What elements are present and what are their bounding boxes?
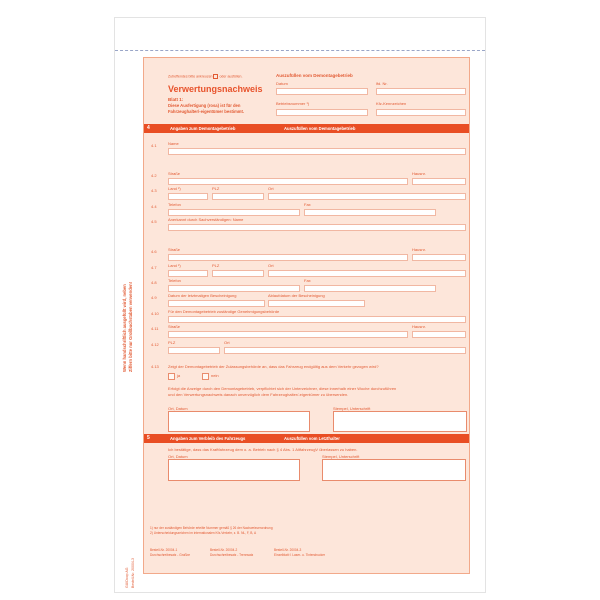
name-field[interactable]: [168, 148, 466, 155]
row-4-2-num: 4.2: [151, 173, 157, 178]
sv-fax-field[interactable]: [304, 285, 436, 292]
row-4-2-hausnr: Hausnr.: [412, 171, 426, 176]
section-5-subtitle: Auszufüllen vom Letzthalter: [284, 436, 340, 441]
beh-hausnr-field[interactable]: [412, 331, 466, 338]
row-4-5-num: 4.5: [151, 219, 157, 224]
row-4-7-land: Land ²): [168, 263, 181, 268]
row-4-11-hausnr: Hausnr.: [412, 324, 426, 329]
row-4-2-label: Straße: [168, 171, 181, 176]
kfz-label: Kfz-Kennzeichen: [376, 101, 407, 106]
hint-zutreffendes: Zutreffendes bitte ankreuzen oder ausfüllen.: [168, 74, 243, 79]
section-5-number: 5: [147, 435, 150, 441]
stempel-box[interactable]: [333, 411, 467, 432]
row-4-6-label: Straße: [168, 247, 181, 252]
datum-label: Datum: [276, 81, 288, 86]
betriebsnummer-field[interactable]: [276, 109, 368, 116]
row-4-1-num: 4.1: [151, 143, 157, 148]
row-4-11-num: 4.11: [151, 326, 159, 331]
betriebsnummer-label: Betriebsnummer ¹): [276, 101, 310, 106]
ort-datum-label: Ort, Datum: [168, 406, 188, 411]
row-4-12-ort: Ort: [224, 340, 230, 345]
blatt-desc-2: Fahrzeughalter/-eigentümer bestimmt.: [168, 109, 245, 114]
row-4-7-ort: Ort: [268, 263, 274, 268]
checkbox-icon: [213, 74, 218, 79]
form-body: [143, 57, 470, 574]
para-1: Erfolgt die Anzeige durch den Demontagebetrieb, verpflichtet sich der Unterzeichner, diese innerhalb einer Woche durchzuführen: [168, 386, 397, 391]
section-4-number: 4: [147, 125, 150, 131]
stempel-label: Stempel, Unterschrift: [333, 406, 371, 411]
ort-field[interactable]: [268, 193, 466, 200]
strasse-field[interactable]: [168, 178, 408, 185]
datum-field[interactable]: [276, 88, 368, 95]
s5-ort-datum-label: Ort, Datum: [168, 454, 188, 459]
side-warning-2: Ziffern bitte nur Großbuchstaben verwenden!: [128, 281, 133, 372]
sv-ort-field[interactable]: [268, 270, 466, 277]
hausnr-field[interactable]: [412, 178, 466, 185]
row-4-6-num: 4.6: [151, 249, 157, 254]
row-4-3-ort: Ort: [268, 186, 274, 191]
plz-field[interactable]: [212, 193, 264, 200]
ja-label: ja: [177, 373, 181, 378]
row-4-13-question: Zeigt der Demontagebetrieb der Zulassungsbehörde an, dass das Fahrzeug endgültig aus dem Verkehr gezogen wird?: [168, 364, 379, 369]
row-4-9-num: 4.9: [151, 295, 157, 300]
s5-stempel-box[interactable]: [322, 459, 466, 481]
vendor-order: Bestell-Nr. 20004-3: [131, 558, 135, 588]
row-4-7-plz: PLZ: [212, 263, 220, 268]
perforation-line: [115, 50, 485, 51]
row-4-13-num: 4.13: [151, 364, 159, 369]
section-4-subtitle: Auszufüllen vom Demontagebetrieb: [284, 126, 356, 131]
beh-strasse-field[interactable]: [168, 331, 408, 338]
auszufuellen-demontage: Auszufüllen vom Demontagebetrieb: [276, 73, 353, 78]
para-2: und den Verwertungsnachweis danach unverzüglich dem Fahrzeughalter/-eigentümer zu übersenden.: [168, 392, 349, 397]
blatt-label: Blatt 1:: [168, 97, 184, 102]
section-4-header: [144, 124, 469, 133]
row-4-4-telefon: Telefon: [168, 202, 181, 207]
main-title: Verwertungsnachweis: [168, 84, 263, 94]
row-4-8-num: 4.8: [151, 280, 157, 285]
section-4-title: Angaben zum Demontagebetrieb: [170, 126, 236, 131]
row-4-10-label: Für den Demontagebetrieb zuständige Genehmigungsbehörde: [168, 309, 280, 314]
bescheinigung-datum-field[interactable]: [168, 300, 265, 307]
row-4-7-num: 4.7: [151, 265, 157, 270]
bestell-1b: Durchschreibesatz - Großbe: [150, 553, 191, 557]
row-4-4-fax: Fax: [304, 202, 311, 207]
ablaufdatum-field[interactable]: [268, 300, 365, 307]
ja-checkbox[interactable]: [168, 373, 175, 380]
blatt-desc-1: Diese Ausfertigung (rosa) ist für den: [168, 103, 241, 108]
sv-strasse-field[interactable]: [168, 254, 408, 261]
sv-plz-field[interactable]: [212, 270, 264, 277]
s5-ort-datum-box[interactable]: [168, 459, 300, 481]
bestell-2a: Bestell-Nr. 20004-2: [210, 548, 238, 552]
row-4-12-plz: PLZ: [168, 340, 176, 345]
behoerde-field[interactable]: [168, 316, 466, 323]
land-field[interactable]: [168, 193, 208, 200]
section-5-confirm: Ich bestätige, dass das Kraftfahrzeug dem o. a. Betrieb nach § 4 Abs. 1 AltfahrzeugV überlassen zu haben.: [168, 447, 358, 452]
row-4-9-label2: Ablaufdatum der Bescheinigung: [268, 293, 325, 298]
row-4-1-label: Name: [168, 141, 179, 146]
sv-land-field[interactable]: [168, 270, 208, 277]
nein-label: nein: [211, 373, 219, 378]
section-5-header: [144, 434, 469, 443]
bestell-1a: Bestell-Nr. 20004-1: [150, 548, 178, 552]
s5-stempel-label: Stempel, Unterschrift: [322, 454, 360, 459]
footnote-1: 1) nur der zuständigen Behörde erteilte Nummer gemäß § 26 der Nachweisverordnung: [150, 526, 273, 530]
telefon-field[interactable]: [168, 209, 300, 216]
row-4-8-fax: Fax: [304, 278, 311, 283]
section-5-title: Angaben zum Verbleib des Fahrzeugs: [170, 436, 246, 441]
row-4-5-label: Anerkannt durch Sachverständigen: Name: [168, 217, 244, 222]
row-4-8-telefon: Telefon: [168, 278, 181, 283]
bestell-3a: Bestell-Nr. 20004-3: [274, 548, 302, 552]
row-4-10-num: 4.10: [151, 311, 159, 316]
side-warning-1: Wenn handschriftlich ausgefüllt wird, neben: [122, 284, 127, 372]
beh-ort-field[interactable]: [224, 347, 466, 354]
footnote-2: 2) Unterscheidungszeichen im internationalen Kfz-Verkehr, z. B. NL, F, B, A: [150, 531, 257, 535]
lfd-nr-label: lfd. Nr.: [376, 81, 388, 86]
sachverstaendiger-field[interactable]: [168, 224, 466, 231]
row-4-11-label: Straße: [168, 324, 181, 329]
row-4-3-land: Land ²): [168, 186, 181, 191]
kfz-field[interactable]: [376, 109, 466, 116]
lfd-nr-field[interactable]: [376, 88, 466, 95]
beh-plz-field[interactable]: [168, 347, 220, 354]
bestell-2b: Durchschreibesatz - Trennsatz: [210, 553, 254, 557]
row-4-4-num: 4.4: [151, 204, 157, 209]
ort-datum-box[interactable]: [168, 411, 310, 432]
bestell-3b: Einzelblatt f. Laser- u. Tintendrucker: [274, 553, 326, 557]
vendor-name: GUIDoop AG: [125, 567, 129, 588]
row-4-3-plz: PLZ: [212, 186, 220, 191]
sv-telefon-field[interactable]: [168, 285, 300, 292]
row-4-12-num: 4.12: [151, 342, 159, 347]
row-4-6-hausnr: Hausnr.: [412, 247, 426, 252]
row-4-9-label: Datum der letztmaligen Bescheinigung: [168, 293, 237, 298]
row-4-3-num: 4.3: [151, 188, 157, 193]
fax-field[interactable]: [304, 209, 436, 216]
nein-checkbox[interactable]: [202, 373, 209, 380]
sv-hausnr-field[interactable]: [412, 254, 466, 261]
